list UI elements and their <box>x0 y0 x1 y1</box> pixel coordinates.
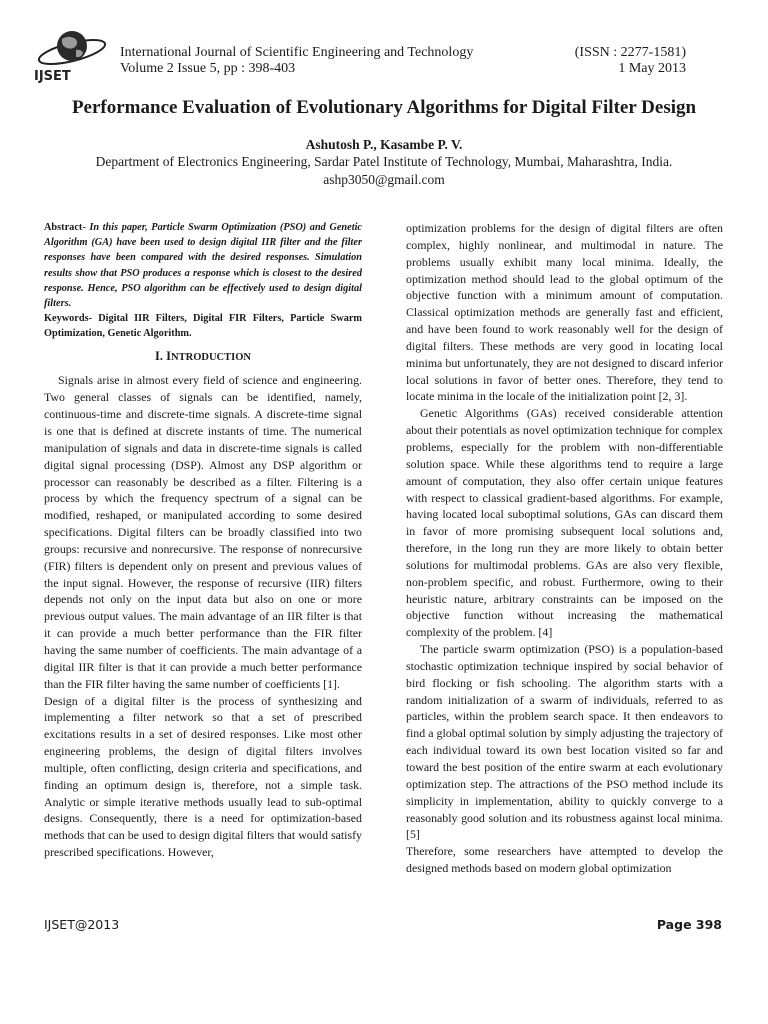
paragraph: optimization problems for the design of digital filters are often complex, highly nonlinear, and multimodal in nature. The problems usually exhibit many local minima. Ideally, the optimization method should lead to the global optimum of the objective function with a minimum amount of computation. Classical optimization methods are generally fast and efficient, and have been found to work reasonably well for the design of digital filters. These methods are very good in locating local minima but unfortunately, they are not designed to discard inferior local solutions in favor of better ones. Therefore, they tend to locate minima in the locale of the initialization point [2, 3]. <box>406 221 723 404</box>
abstract-text: In this paper, Particle Swarm Optimization (PSO) and Genetic Algorithm (GA) have been used to design digital IIR filter and the filter responses have been compared with the desired responses. Simulation results show that PSO produces a response which is closest to the desired response. Hence, PSO algorithm can be effectively used to design digital filters. <box>44 222 362 310</box>
paragraph: Signals arise in almost every field of science and engineering. Two general classes of signals can be identified, namely, continuous-time and discrete-time signals. A discrete-time signal is one that is defined at discrete instants of time. The numerical manipulation of signals and data in discrete-time signals is called digital signal processing (DSP). Almost any DSP algorithm or processor can reasonably be described as a filter. Filtering is a process by which the frequency spectrum of a signal can be modified, reshaped, or manipulated according to some desired specifications. Digital filters can be broadly classified into two groups: recursive and nonrecursive. The response of nonrecursive (FIR) filters is dependent only on present and previous values of the input signal. However, the response of recursive (IIR) filters depends not only on the input data but also on one or more previous output values. The main advantage of an IIR filter is that it can provide a much better performance than the FIR filter having the same number of coefficients. The main advantage of a digital IIR filter is that it can provide a much better performance than the FIR filter having the same number of coefficients [1]. <box>44 373 362 691</box>
abstract <box>44 220 362 311</box>
author-affiliation: Department of Electronics Engineering, Sardar Patel Institute of Technology, Mumbai, Maharashtra, India. <box>95 154 673 169</box>
volume-info: Volume 2 Issue 5, pp : 398-403 <box>120 61 296 76</box>
keywords: Keywords- Digital IIR Filters, Digital FIR Filters, Particle Swarm Optimization, Genetic Algorithm. <box>44 313 362 340</box>
footer-copyright: IJSET@2013 <box>44 917 120 932</box>
left-column <box>44 220 362 861</box>
paragraph: The particle swarm optimization (PSO) is a population-based stochastic optimization technique inspired by social behavior of bird flocking or fish schooling. The algorithm starts with a random initialization of a swarm of individuals, referred to as particles, within the problem search space. It then endeavors to find a global optimal solution by simply adjusting the trajectory of each individual toward its own best location visited so far and toward the best position of the entire swarm at each evolutionary optimization step. The attractions of the PSO method include its simplicity in implementation, ability to quickly converge to a reasonably good solution and its robustness against local minima. [5] <box>406 642 723 842</box>
paper-authors: Ashutosh P., Kasambe P. V. <box>305 137 463 152</box>
paragraph: Genetic Algorithms (GAs) received considerable attention about their potentials as novel optimization technique for complex problems, especially for the problem with non-differentiable solution space. While these algorithms tend to require a large amount of computation, they also offer certain unique features with respect to classical gradient-based algorithms. For example, having located local suboptimal solutions, GAs can discard them in favor of more promising subsequent local solutions and, therefore, in the long run they are more likely to obtain better solutions for multimodal problems. GAs are also very flexible, non-problem specific, and robust. Furthermore, owing to their heuristic nature, arbitrary constraints can be imposed on the objective function without increasing the mathematical complexity of the problem. [4] <box>406 406 723 640</box>
logo-text: IJSET <box>34 69 71 84</box>
author-email[interactable]: ashp3050@gmail.com <box>323 172 445 187</box>
section-heading-introduction: I. INTRODUCTION <box>155 348 251 363</box>
page-number: Page 398 <box>656 917 722 932</box>
paper-title: Performance Evaluation of Evolutionary Algorithms for Digital Filter Design <box>71 97 697 118</box>
abstract-label: Abstract- <box>44 222 86 233</box>
issn-block <box>575 45 686 77</box>
paragraph: Design of a digital filter is the process of synthesizing and implementing a filter network so that a set of prescribed excitations results in a set of desired responses. Like most other engineering problems, the design of digital filters involves multiple, often conflicting, design criteria and specifications, and finding an optimum design is, therefore, not a simple task. Analytic or simple iterative methods usually lead to sub-optimal designs. Consequently, there is a need for optimization-based methods that can be used to design digital filters that would satisfy prescribed specifications. However, <box>44 693 362 860</box>
paragraph: Therefore, some researchers have attempted to develop the designed methods based on modern global optimization <box>406 844 723 876</box>
journal-logo <box>26 24 108 84</box>
issue-date: 1 May 2013 <box>618 61 686 76</box>
journal-header <box>120 45 473 77</box>
issn: (ISSN : 2277-1581) <box>574 45 686 60</box>
right-column <box>406 220 723 877</box>
journal-name: International Journal of Scientific Engineering and Technology <box>120 45 474 60</box>
